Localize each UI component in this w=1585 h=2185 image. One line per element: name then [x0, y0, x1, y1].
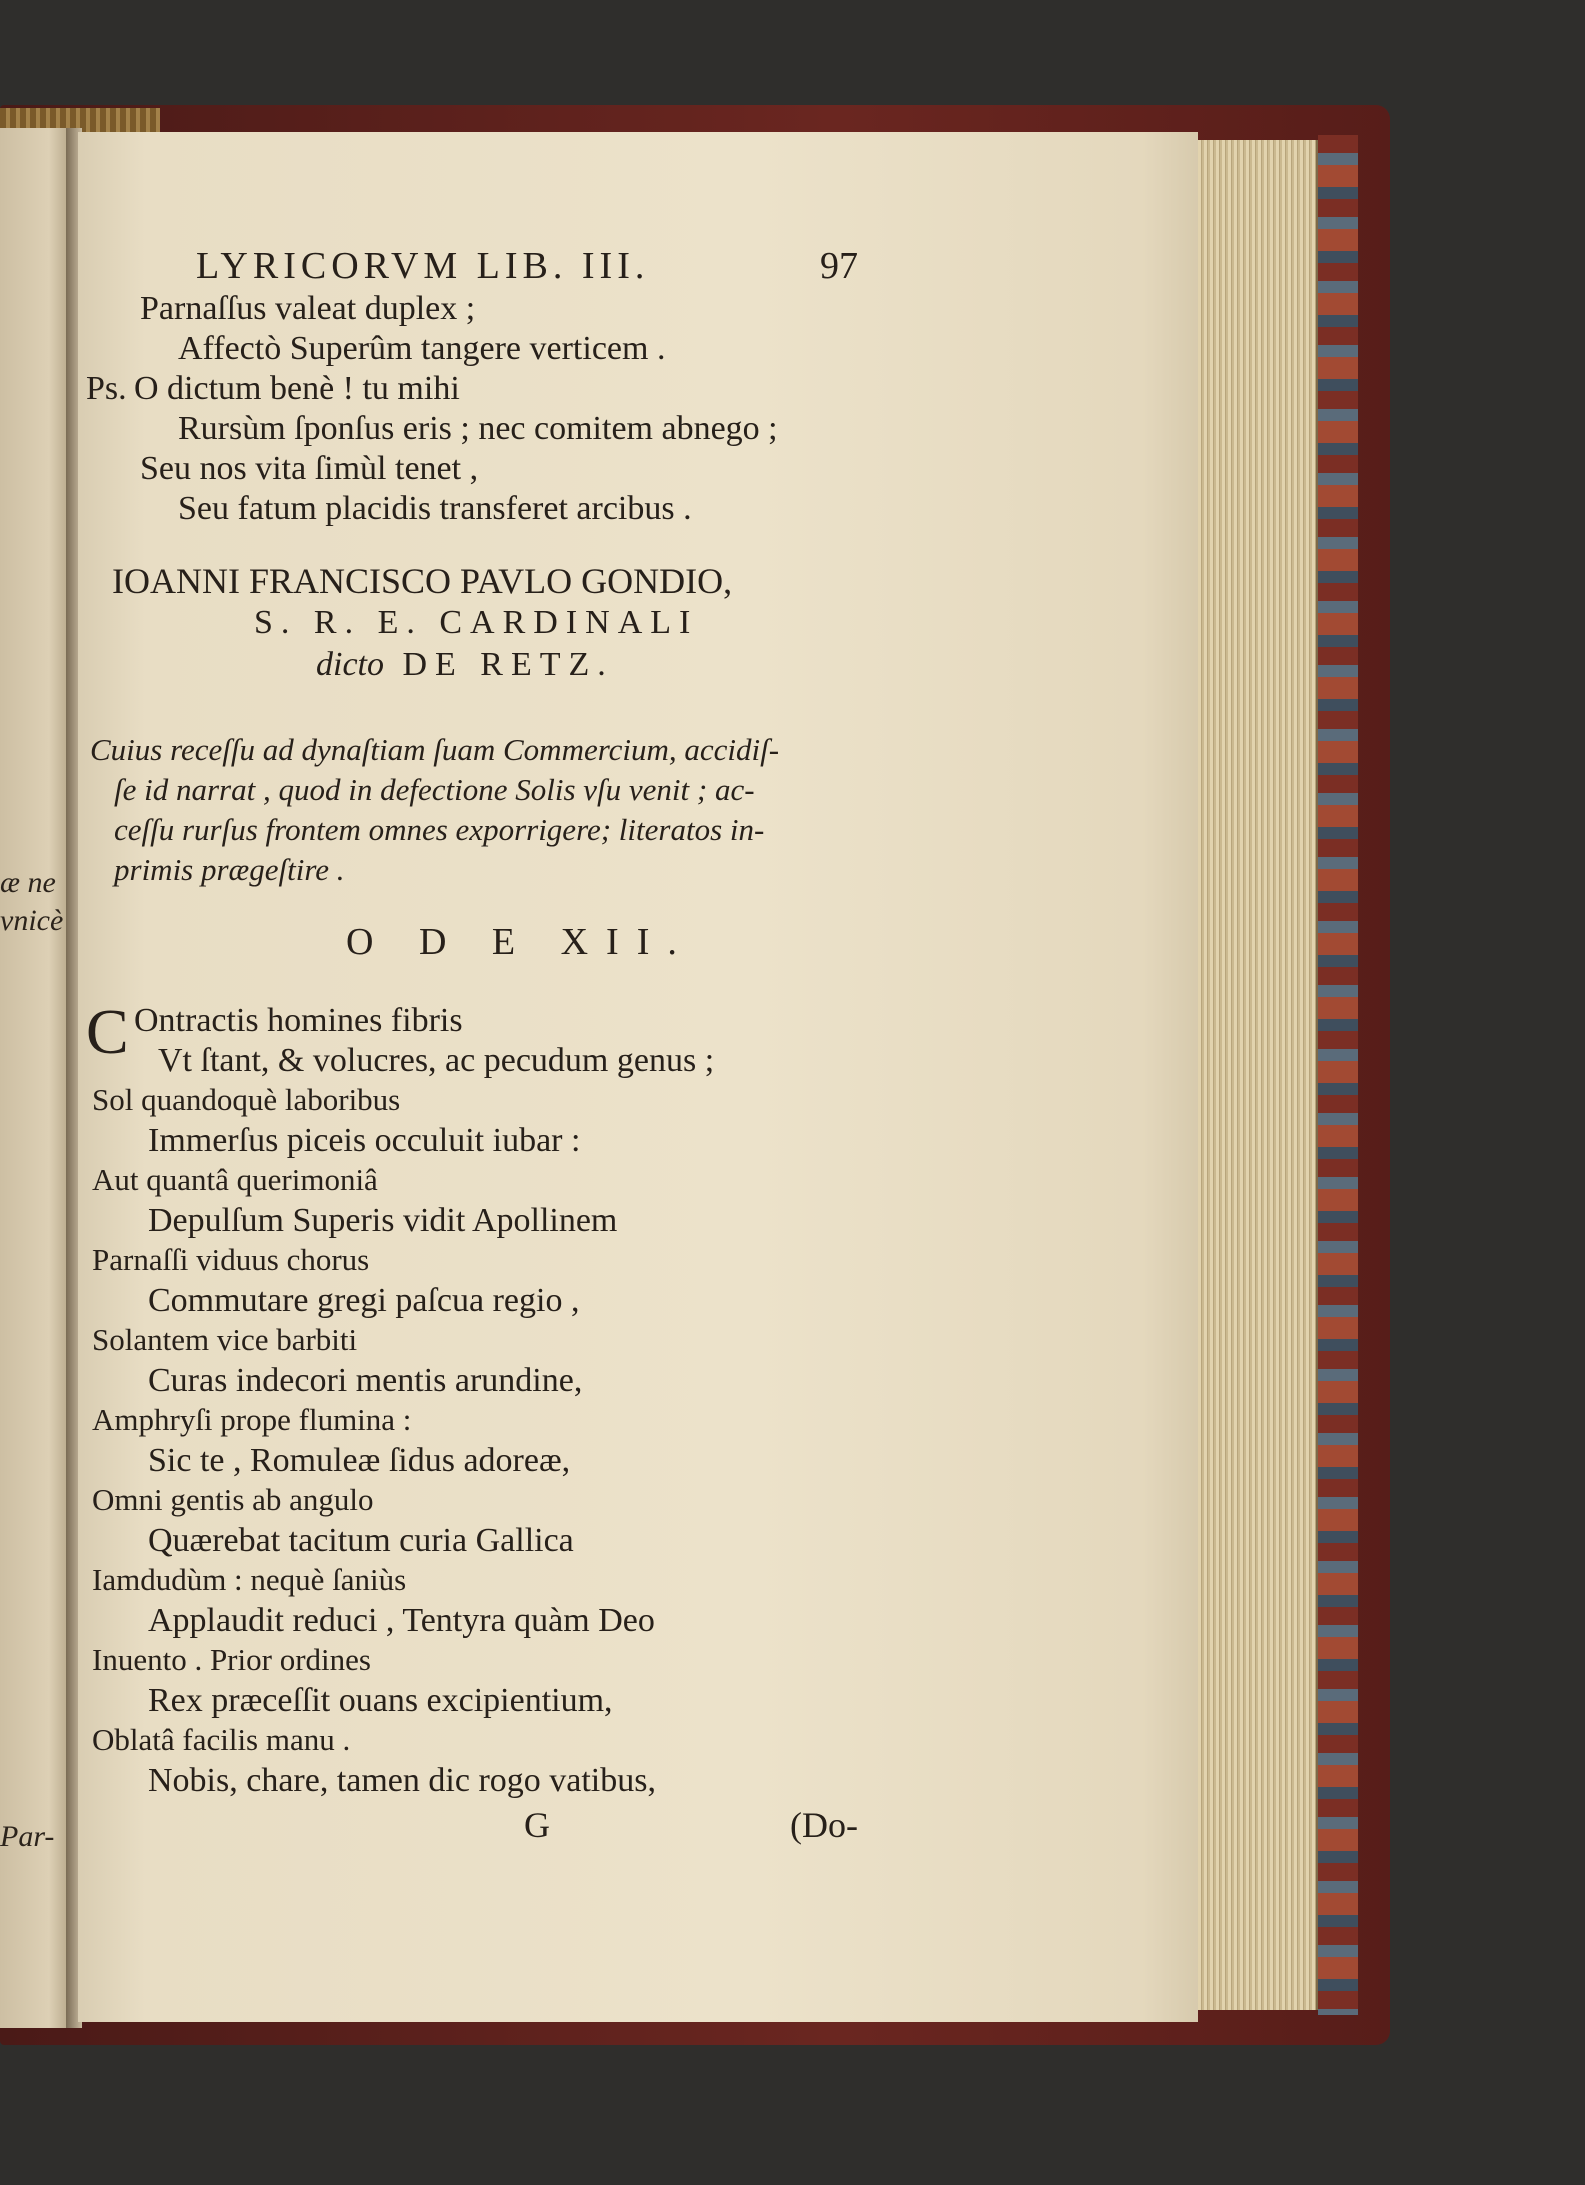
argument-line: primis prægeſtire . — [114, 852, 345, 887]
dedication-name: DE RETZ. — [402, 646, 614, 683]
drop-cap: C — [86, 996, 129, 1067]
ode-line: Omni gentis ab angulo — [92, 1482, 374, 1517]
argument-line: ſe id narrat , quod in defectione Solis vſu venit ; ac- — [114, 772, 755, 807]
ode-line: Solantem vice barbiti — [92, 1322, 358, 1357]
ode-line: Ontractis homines fibris — [134, 1002, 463, 1039]
verse-line: Rursùm ſponſus eris ; nec comitem abnego ; — [178, 410, 778, 447]
argument-line: Cuius receſſu ad dynaſtiam ſuam Commercium, accidiſ- — [90, 732, 780, 767]
verse-line: Seu fatum placidis transferet arcibus . — [178, 490, 692, 527]
ode-line: Commutare gregi paſcua regio , — [148, 1282, 580, 1319]
page-edges — [1196, 140, 1319, 2010]
signature-mark: G — [524, 1805, 550, 1845]
dedication-line: S. R. E. CARDINALI — [254, 604, 699, 641]
ode-title: O D E XII. — [346, 921, 695, 963]
dedication-dicto: dicto — [316, 646, 384, 683]
ode-line: Parnaſſi viduus chorus — [92, 1242, 370, 1277]
ode-line: Vt ſtant, & volucres, ac pecudum genus ; — [158, 1042, 715, 1079]
verse-line: O dictum benè ! tu mihi — [134, 370, 460, 407]
ode-line: Applaudit reduci , Tentyra quàm Deo — [148, 1602, 655, 1639]
verse-line: Seu nos vita ſimùl tenet , — [140, 450, 479, 487]
ode-line: Oblatâ facilis manu . — [92, 1722, 351, 1757]
ode-line: Quærebat tacitum curia Gallica — [148, 1522, 574, 1559]
ode-line: Nobis, chare, tamen dic rogo vatibus, — [148, 1762, 656, 1799]
left-page-fragment: æ ne — [0, 866, 56, 899]
catchword: (Do- — [790, 1805, 858, 1845]
verse-line: Affectò Superûm tangere verticem . — [178, 330, 666, 367]
dedication-line: IOANNI FRANCISCO PAVLO GONDIO, — [112, 561, 733, 601]
running-title: LYRICORVM LIB. III. — [196, 245, 650, 287]
ode-line: Sic te , Romuleæ ſidus adoreæ, — [148, 1442, 571, 1479]
ode-line: Inuento . Prior ordines — [92, 1642, 371, 1677]
verse-line: Parnaſſus valeat duplex ; — [140, 290, 476, 327]
ode-line: Sol quandoquè laboribus — [92, 1082, 401, 1117]
argument-line: ceſſu rurſus frontem omnes exporrigere; literatos in- — [114, 812, 765, 847]
marbled-edge — [1318, 135, 1358, 2015]
ode-line: Depulſum Superis vidit Apollinem — [148, 1202, 618, 1239]
ode-line: Immerſus piceis occuluit iubar : — [148, 1122, 581, 1159]
left-page — [0, 128, 70, 2028]
ode-line: Iamdudùm : nequè ſaniùs — [92, 1562, 407, 1597]
ode-line: Aut quantâ querimoniâ — [92, 1162, 378, 1197]
speaker-label: Ps. — [86, 370, 127, 407]
left-page-fragment: Par- — [0, 1820, 55, 1853]
ode-line: Rex præceſſit ouans excipientium, — [148, 1682, 613, 1719]
right-page — [78, 132, 1198, 2022]
page-number: 97 — [820, 245, 858, 287]
dedication-line — [316, 646, 614, 684]
ode-line: Amphryſi prope flumina : — [92, 1402, 412, 1437]
ode-line: Curas indecori mentis arundine, — [148, 1362, 583, 1399]
left-page-fragment: vnicè — [0, 904, 64, 937]
